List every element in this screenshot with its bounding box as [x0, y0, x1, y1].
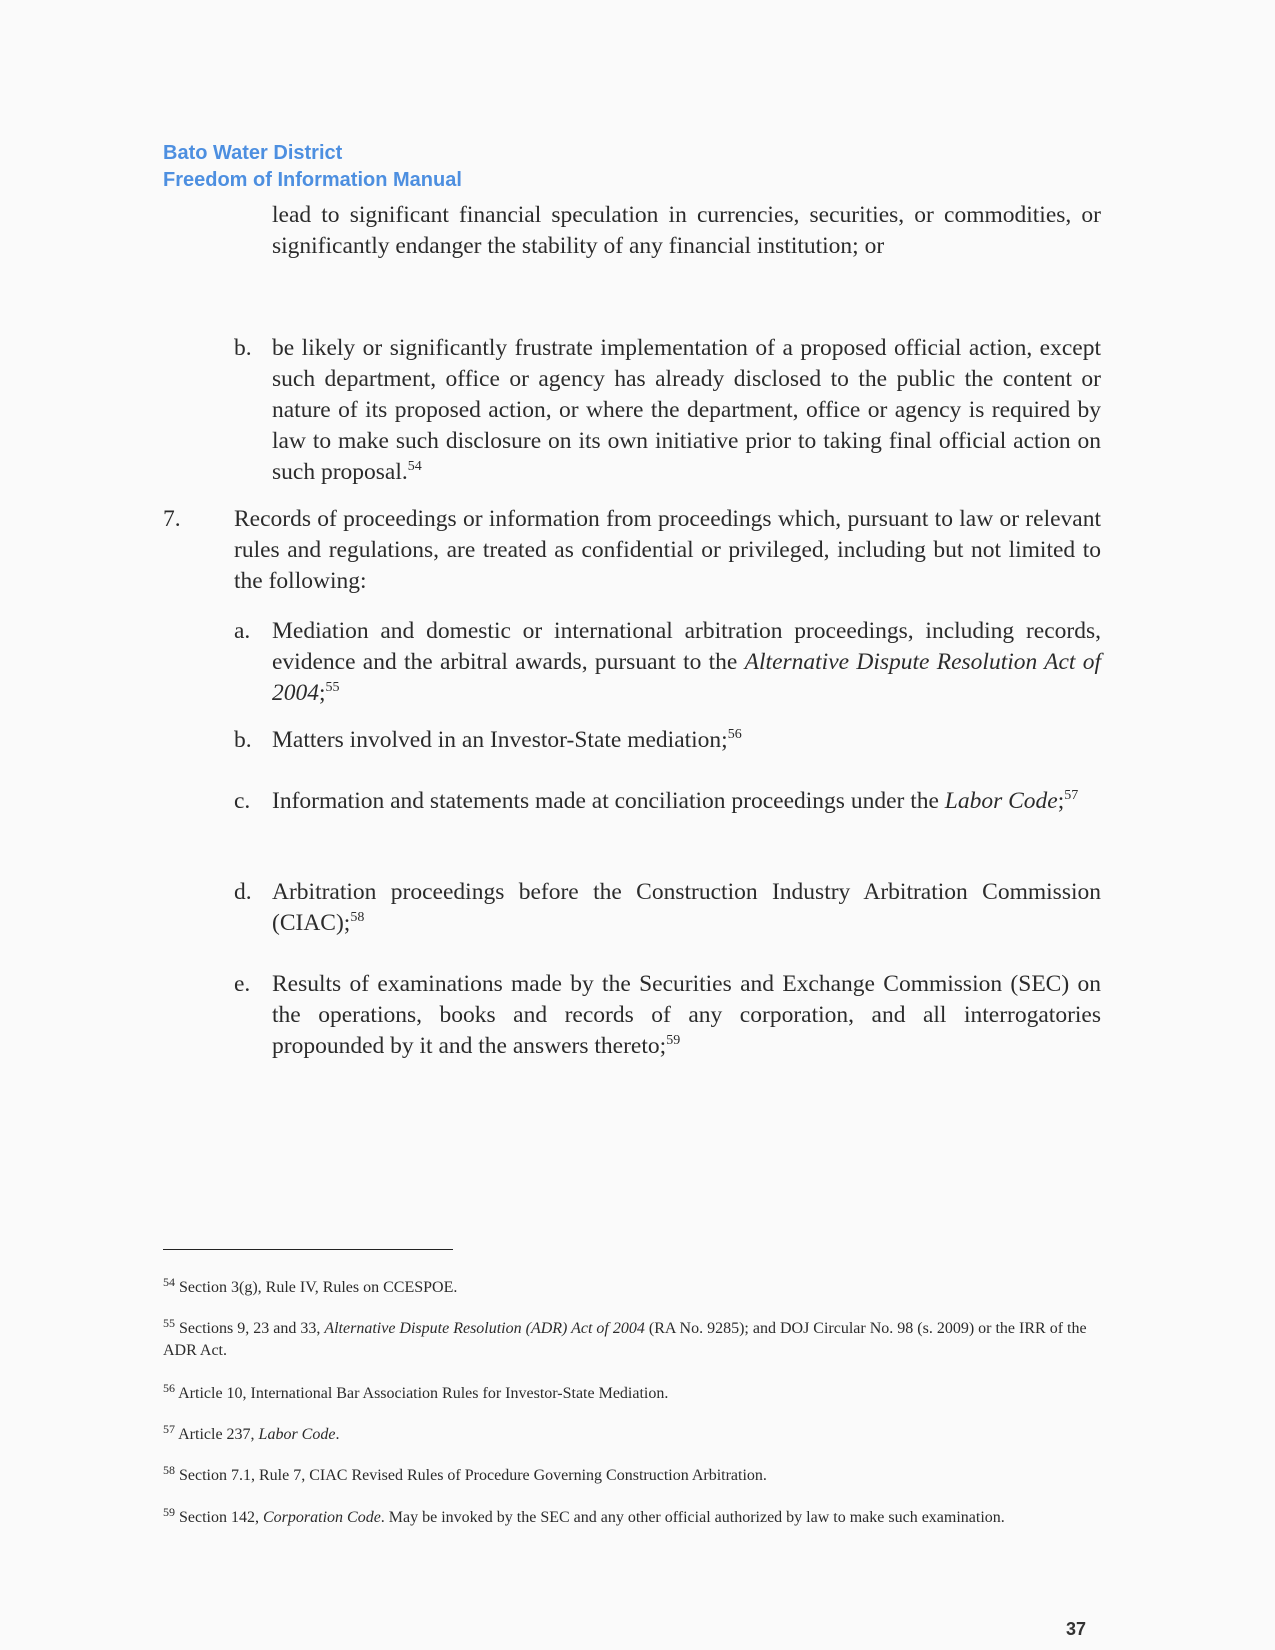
footnote-59-number: 59 [163, 1505, 175, 1519]
subitem-c-text: Information and statements made at conciliation proceedings under the [272, 788, 939, 814]
footnote-54 [163, 1277, 1101, 1299]
footnote-59 [163, 1507, 1101, 1529]
subitem-a [272, 616, 1101, 709]
footnote-57-number: 57 [163, 1422, 175, 1436]
footnote-58 [163, 1465, 1101, 1487]
footnote-54-text: Section 3(g), Rule IV, Rules on CCESPOE. [179, 1279, 458, 1296]
prev-item-b-label: b. [234, 335, 252, 361]
header-manual-title: Freedom of Information Manual [163, 169, 462, 191]
continuation-text: lead to significant financial speculation in currencies, securities, or commodities, or significantly endanger the stability of any financial institution; or [272, 202, 1101, 259]
footnote-58-number: 58 [163, 1463, 175, 1477]
footnote-57-pre: Article 237, [178, 1426, 255, 1443]
footnote-56-text: Article 10, International Bar Association Rules for Investor-State Mediation. [178, 1385, 669, 1402]
footnote-59-code-title: Corporation Code [263, 1509, 381, 1526]
subitem-e [272, 969, 1101, 1062]
prev-item-b [272, 333, 1101, 488]
subitem-c [272, 786, 1101, 817]
subitem-b [272, 725, 1101, 756]
footnote-55-number: 55 [163, 1316, 175, 1330]
footnote-ref-59[interactable]: 59 [666, 1033, 681, 1048]
footnote-ref-54[interactable]: 54 [407, 459, 422, 474]
footnote-55 [163, 1318, 1101, 1362]
footnote-59-pre: Section 142, [179, 1509, 259, 1526]
subitem-d-text: Arbitration proceedings before the Construction Industry Arbitration Commission (CIAC); [272, 879, 1101, 936]
subitem-e-text: Results of examinations made by the Securities and Exchange Commission (SEC) on the operations, books and records of any corporation, and all interrogatories propounded by it and the answers thereto; [272, 971, 1101, 1059]
footnote-ref-56[interactable]: 56 [727, 727, 742, 742]
continuation-paragraph [272, 200, 1101, 262]
footnote-55-act-title: Alternative Dispute Resolution (ADR) Act of 2004 [324, 1320, 645, 1337]
footnote-55-post: (RA No. 9285); and DOJ Circular No. 98 (s. 2009) or the IRR of the ADR Act. [163, 1320, 1087, 1359]
subitem-b-text: Matters involved in an Investor-State mediation; [272, 727, 728, 753]
footnote-54-number: 54 [163, 1275, 175, 1289]
footnote-56 [163, 1383, 1101, 1405]
page-number: 37 [1066, 1619, 1087, 1639]
footnote-57-code-title: Labor Code [258, 1426, 336, 1443]
subitem-d [272, 877, 1101, 939]
footnote-ref-57[interactable]: 57 [1064, 788, 1079, 803]
subitem-c-label: c. [234, 788, 251, 814]
footnote-separator [163, 1249, 453, 1250]
footnote-ref-58[interactable]: 58 [350, 910, 365, 925]
footnote-58-text: Section 7.1, Rule 7, CIAC Revised Rules of Procedure Governing Construction Arbitration. [179, 1467, 767, 1484]
subitem-a-punct: ; [319, 680, 326, 706]
item-7-text: Records of proceedings or information from proceedings which, pursuant to law or relevant rules and regulations, are treated as confidential or privileged, including but not limited to the following: [234, 506, 1101, 594]
subitem-a-text: Mediation and domestic or international arbitration proceedings, including records, evidence and the arbitral awards, pursuant to the [272, 618, 1101, 675]
footnote-59-post: . May be invoked by the SEC and any other official authorized by law to make such examination. [380, 1509, 1005, 1526]
footnote-56-number: 56 [163, 1381, 175, 1395]
subitem-d-label: d. [234, 879, 252, 905]
footnote-57 [163, 1424, 1101, 1446]
prev-item-b-text: be likely or significantly frustrate implementation of a proposed official action, except such department, office or agency has already disclosed to the public the content or nature of its proposed action, or where the department, office or agency is required by law to make such disclosure on its own initiative prior to taking final official action on such proposal. [272, 335, 1101, 485]
document-header [163, 140, 462, 194]
subitem-c-code-title: Labor Code [944, 788, 1058, 814]
subitem-b-label: b. [234, 727, 252, 753]
subitem-a-label: a. [234, 618, 251, 644]
subitem-e-label: e. [234, 971, 251, 997]
header-organization: Bato Water District [163, 142, 343, 164]
footnote-ref-55[interactable]: 55 [325, 680, 340, 695]
item-7-number: 7. [163, 506, 181, 532]
subitem-c-punct: ; [1057, 788, 1065, 814]
subitem-a-act-title: Alternative Dispute Resolution Act of 2004 [272, 649, 1102, 706]
footnote-57-post: . [335, 1426, 340, 1443]
footnote-55-pre: Sections 9, 23 and 33, [179, 1320, 321, 1337]
